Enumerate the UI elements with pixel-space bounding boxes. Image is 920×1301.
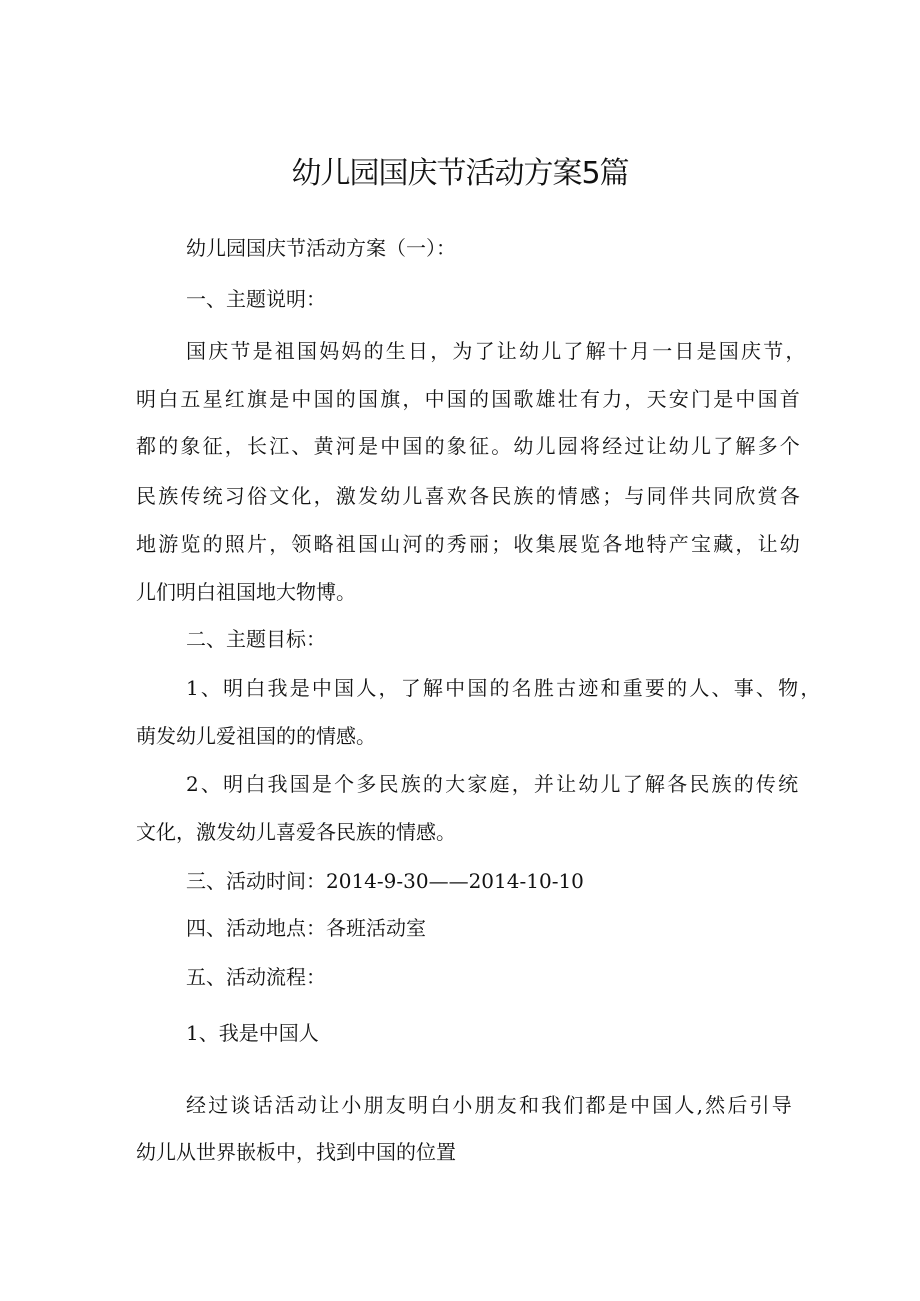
paragraph-line: 明白五星红旗是中国的国旗，中国的国歌雄壮有力，天安门是中国首 xyxy=(136,387,802,411)
section-heading-4: 四、活动地点：各班活动室 xyxy=(186,916,426,940)
paragraph-line: 儿们明白祖国地大物博。 xyxy=(136,580,356,604)
paragraph-line: 国庆节是祖国妈妈的生日，为了让幼儿了解十月一日是国庆节， xyxy=(186,339,808,363)
section-heading-2: 二、主题目标： xyxy=(186,627,326,651)
goal-item-1: 1、明白我是中国人，了解中国的名胜古迹和重要的人、事、物， xyxy=(186,676,823,700)
section-heading-5: 五、活动流程： xyxy=(186,965,326,989)
section-heading-3: 三、活动时间：2014-9-30——2014-10-10 xyxy=(186,869,584,893)
flow-item-1: 1、我是中国人 xyxy=(186,1021,319,1045)
paragraph-line: 地游览的照片，领略祖国山河的秀丽；收集展览各地特产宝藏，让幼 xyxy=(136,532,802,556)
paragraph-line: 经过谈话活动让小朋友明白小朋友和我们都是中国人,然后引导 xyxy=(186,1093,794,1117)
plan-heading: 幼儿园国庆节活动方案（一）： xyxy=(186,236,456,260)
goal-item-2-cont: 文化，激发幼儿喜爱各民族的情感。 xyxy=(136,820,456,844)
paragraph-line: 都的象征，长江、黄河是中国的象征。幼儿园将经过让幼儿了解多个 xyxy=(136,434,802,458)
section-heading-1: 一、主题说明： xyxy=(186,287,326,311)
document-title: 幼儿园国庆节活动方案5篇 xyxy=(291,156,629,191)
paragraph-line: 幼儿从世界嵌板中，找到中国的位置 xyxy=(136,1140,456,1164)
goal-item-1-cont: 萌发幼儿爱祖国的的情感。 xyxy=(136,724,376,748)
paragraph-line: 民族传统习俗文化，激发幼儿喜欢各民族的情感；与同伴共同欣赏各 xyxy=(136,484,802,508)
goal-item-2: 2、明白我国是个多民族的大家庭，并让幼儿了解各民族的传统 xyxy=(186,772,801,796)
